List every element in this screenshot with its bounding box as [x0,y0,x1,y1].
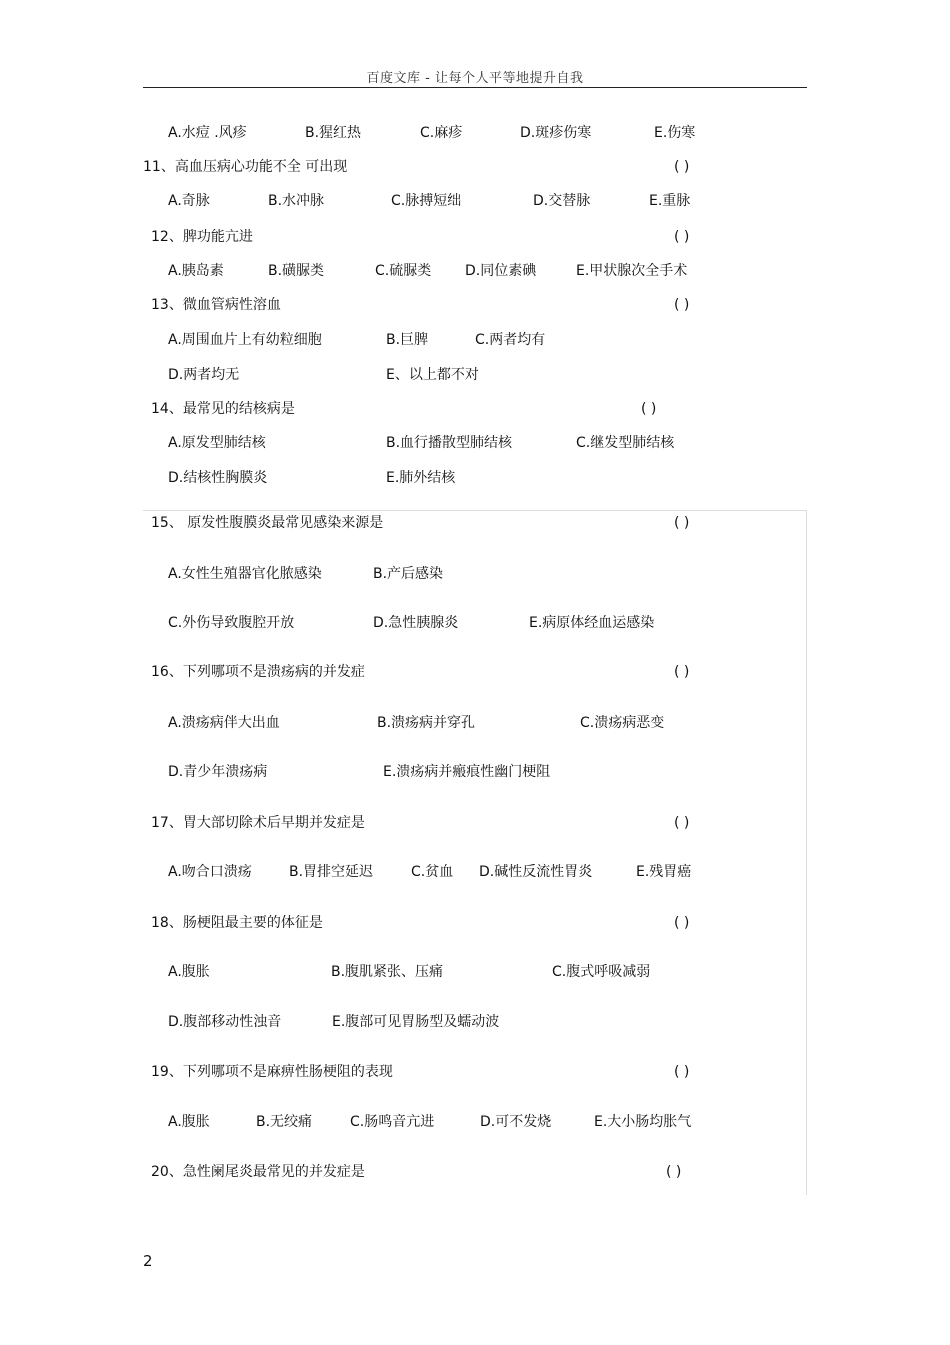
q14-answer-blank: ( ) [641,401,657,417]
q19-answer-blank: ( ) [674,1064,690,1080]
q18-option-a: A.腹胀 [168,964,210,980]
q16-option-a: A.溃疡病伴大出血 [168,715,280,731]
q17-option-c: C.贫血 [411,864,454,880]
q11-option-a: A.奇脉 [168,193,210,209]
q11-stem: 11、高血压病心功能不全 可出现 [143,159,348,175]
q13-option-e: E、以上都不对 [386,367,479,383]
q12-stem: 12、脾功能亢进 [151,229,253,245]
q10-option-e: E.伤寒 [654,125,696,141]
q14-option-b: B.血行播散型肺结核 [386,435,513,451]
q14-option-e: E.肺外结核 [386,470,456,486]
q15-answer-blank: ( ) [674,515,690,531]
q17-option-d: D.碱性反流性胃炎 [479,864,593,880]
q16-option-c: C.溃疡病恶变 [580,715,665,731]
q16-option-b: B.溃疡病并穿孔 [377,715,476,731]
q18-answer-blank: ( ) [674,915,690,931]
q16-stem: 16、下列哪项不是溃疡病的并发症 [151,664,365,680]
q19-stem: 19、下列哪项不是麻痹性肠梗阻的表现 [151,1064,393,1080]
q18-option-c: C.腹式呼吸减弱 [552,964,651,980]
q11-option-e: E.重脉 [649,193,691,209]
q13-stem: 13、微血管病性溶血 [151,297,281,313]
q15-option-c: C.外伤导致腹腔开放 [168,615,295,631]
q12-option-d: D.同位素碘 [465,263,537,279]
q15-stem: 15、 原发性腹膜炎最常见感染来源是 [151,515,384,531]
q13-answer-blank: ( ) [674,297,690,313]
q12-answer-blank: ( ) [674,229,690,245]
q19-option-c: C.肠鸣音亢进 [350,1114,435,1130]
q15-option-b: B.产后感染 [373,566,444,582]
q10-option-b: B.猩红热 [305,125,362,141]
q10-option-c: C.麻疹 [420,125,463,141]
q15-option-d: D.急性胰腺炎 [373,615,459,631]
q18-stem: 18、肠梗阻最主要的体征是 [151,915,323,931]
q19-option-b: B.无绞痛 [256,1114,313,1130]
q12-option-a: A.胰岛素 [168,263,224,279]
q12-option-c: C.硫脲类 [375,263,432,279]
q19-option-e: E.大小肠均胀气 [594,1114,692,1130]
q15-option-a: A.女性生殖器官化脓感染 [168,566,322,582]
q13-option-b: B.巨脾 [386,332,429,348]
q11-answer-blank: ( ) [674,159,690,175]
q14-option-a: A.原发型肺结核 [168,435,266,451]
q16-option-e: E.溃疡病并瘢痕性幽门梗阻 [383,764,551,780]
q19-option-d: D.可不发烧 [480,1114,552,1130]
q11-option-b: B.水冲脉 [268,193,325,209]
q10-option-d: D.斑疹伤寒 [520,125,592,141]
q17-option-e: E.残胃癌 [636,864,692,880]
content-frame [143,510,807,1195]
q16-option-d: D.青少年溃疡病 [168,764,268,780]
q11-option-c: C.脉搏短绌 [391,193,462,209]
q17-option-b: B.胃排空延迟 [289,864,374,880]
q13-option-d: D.两者均无 [168,367,240,383]
q17-option-a: A.吻合口溃疡 [168,864,252,880]
q11-option-d: D.交替脉 [533,193,591,209]
q15-option-e: E.病原体经血运感染 [529,615,655,631]
q12-option-e: E.甲状腺次全手术 [576,263,688,279]
q10-option-a: A.水痘 .风疹 [168,125,247,141]
q14-stem: 14、最常见的结核病是 [151,401,295,417]
q18-option-e: E.腹部可见胃肠型及蠕动波 [332,1014,500,1030]
header-rule [143,87,807,88]
q18-option-d: D.腹部移动性浊音 [168,1014,282,1030]
q17-stem: 17、胃大部切除术后早期并发症是 [151,815,365,831]
header-text: 百度文库 - 让每个人平等地提升自我 [366,71,584,86]
q19-option-a: A.腹胀 [168,1114,210,1130]
q13-option-a: A.周围血片上有幼粒细胞 [168,332,322,348]
q17-answer-blank: ( ) [674,815,690,831]
q14-option-d: D.结核性胸膜炎 [168,470,268,486]
q18-option-b: B.腹肌紧张、压痛 [331,964,444,980]
q12-option-b: B.磺脲类 [268,263,325,279]
page-number: 2 [143,1252,153,1270]
q16-answer-blank: ( ) [674,664,690,680]
q20-answer-blank: ( ) [666,1164,682,1180]
q14-option-c: C.继发型肺结核 [576,435,675,451]
q20-stem: 20、急性阑尾炎最常见的并发症是 [151,1164,365,1180]
q13-option-c: C.两者均有 [475,332,546,348]
